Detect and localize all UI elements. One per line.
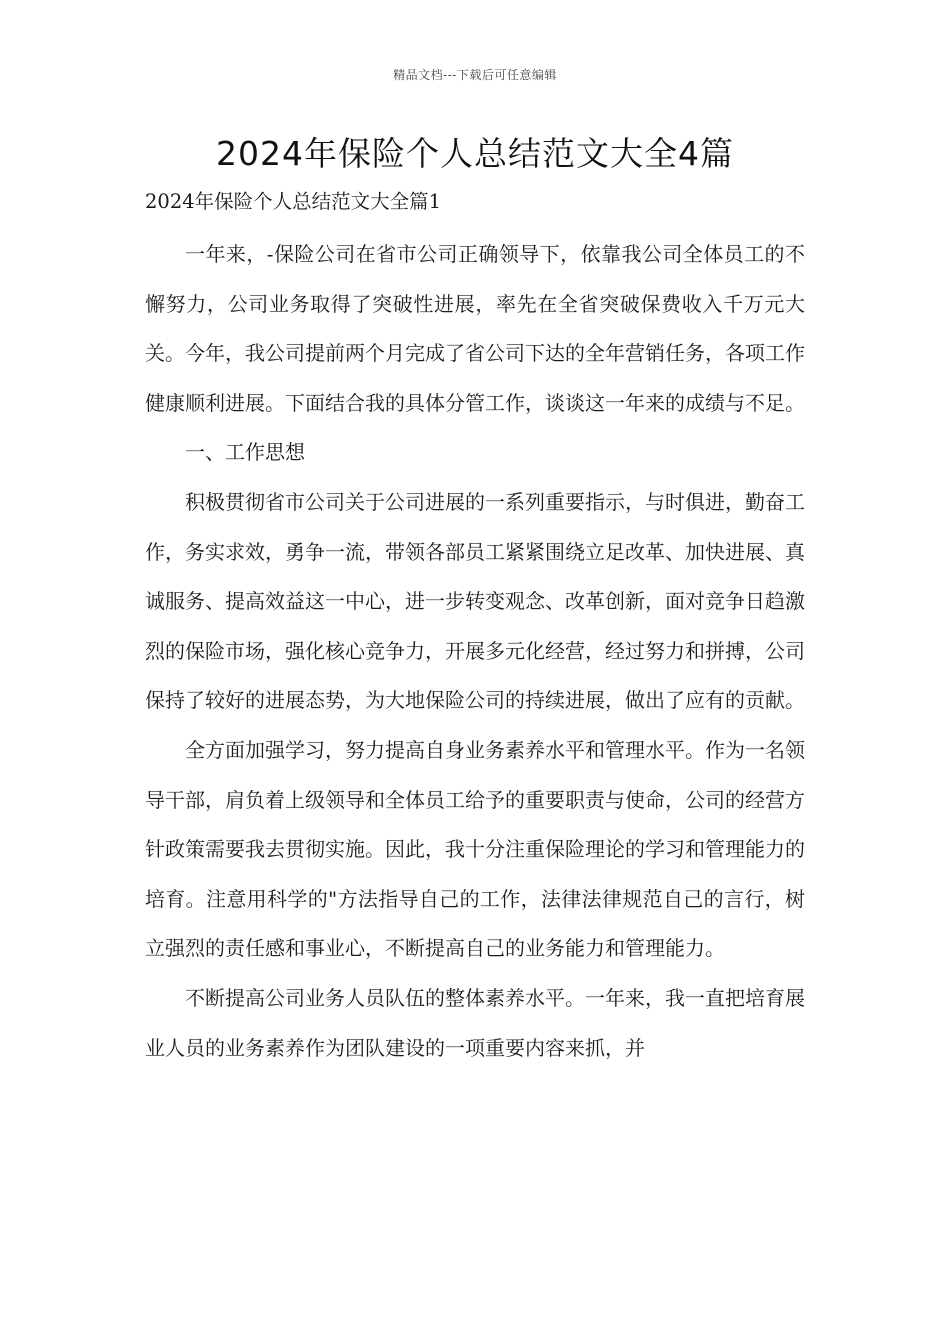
document-subtitle: 2024年保险个人总结范文大全篇1 bbox=[145, 190, 442, 213]
document-title: 2024年保险个人总结范文大全4篇 bbox=[216, 134, 734, 173]
paragraph-learning: 全方面加强学习，努力提高自身业务素养水平和管理水平。作为一名领导干部，肩负着上级领导和全体员工给予的重要职责与使命，公司的经营方针政策需要我去贯彻实施。因此，我十分注重保险理论的学习和管理能力的培育。注意用科学的"方法指导自己的工作，法律法律规范自己的言行，树立强烈的责任感和事业心，不断提高自己的业务能力和管理能力。 bbox=[145, 737, 805, 961]
paragraph-team-quality: 不断提高公司业务人员队伍的整体素养水平。一年来，我一直把培育展业人员的业务素养作为团队建设的一项重要内容来抓，并 bbox=[145, 985, 805, 1060]
paragraph-intro: 一年来，-保险公司在省市公司正确领导下，依靠我公司全体员工的不懈努力，公司业务取得了突破性进展，率先在全省突破保费收入千万元大关。今年，我公司提前两个月完成了省公司下达的全年营销任务，各项工作健康顺利进展。下面结合我的具体分管工作，谈谈这一年来的成绩与不足。 bbox=[145, 242, 805, 415]
paragraph-guidance: 积极贯彻省市公司关于公司进展的一系列重要指示，与时俱进，勤奋工作，务实求效，勇争一流，带领各部员工紧紧围绕立足改革、加快进展、真诚服务、提高效益这一中心，进一步转变观念、改革创新，面对竞争日趋激烈的保险市场，强化核心竞争力，开展多元化经营，经过努力和拼搏，公司保持了较好的进展态势，为大地保险公司的持续进展，做出了应有的贡献。 bbox=[145, 489, 805, 713]
section-heading-work-thoughts: 一、工作思想 bbox=[185, 440, 305, 465]
document-body bbox=[145, 230, 805, 1073]
header-note: 精品文档---下载后可任意编辑 bbox=[393, 68, 557, 82]
